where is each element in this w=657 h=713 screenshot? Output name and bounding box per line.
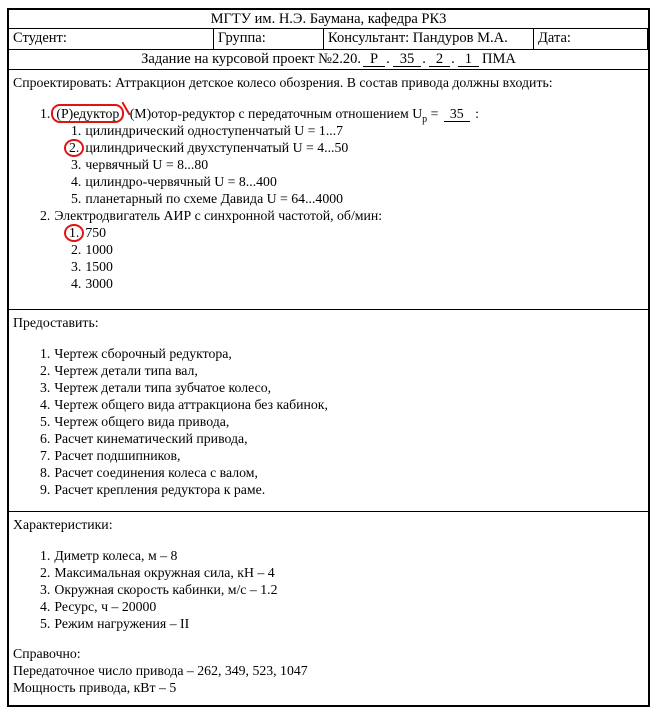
option-text: червячный U = 8...80 — [85, 157, 209, 172]
item-text: Окружная скорость кабинки, м/с – 1.2 — [54, 582, 278, 597]
deliverable-item — [13, 430, 642, 447]
item-text: Чертеж сборочный редуктора, — [54, 346, 232, 361]
option-number: 4. — [71, 174, 82, 189]
reducer-item-number: 1. — [40, 106, 51, 121]
red-box-annotation — [51, 104, 124, 123]
deliverables-section — [9, 310, 648, 512]
design-section — [9, 70, 648, 310]
deliverable-item — [13, 396, 642, 413]
item-text: Чертеж общего вида привода, — [54, 414, 230, 429]
option-text: 750 — [85, 225, 107, 240]
reducer-option — [13, 190, 642, 207]
code-separator: . — [386, 51, 390, 67]
reducer-text: (М)отор-редуктор с передаточным отношением U — [129, 106, 423, 121]
code-separator: . — [451, 51, 455, 67]
item-text: Чертеж общего вида аттракциона без кабинок, — [54, 397, 328, 412]
option-text: 3000 — [85, 276, 113, 291]
option-number: 3. — [71, 259, 82, 274]
motor-item — [13, 207, 642, 224]
deliverables-list — [13, 345, 642, 498]
item-number: 4. — [40, 599, 51, 614]
reducer-option — [13, 122, 642, 139]
motor-option — [13, 258, 642, 275]
characteristic-item — [13, 547, 642, 564]
reducer-ratio-value: 35 — [444, 107, 470, 122]
reducer-option — [13, 156, 642, 173]
characteristic-item — [13, 581, 642, 598]
code-separator: . — [422, 51, 426, 67]
reducer-equals: = — [430, 106, 439, 121]
motor-text: Электродвигатель АИР с синхронной частотой, об/мин: — [54, 208, 383, 223]
assignment-code-2: 35 — [393, 52, 422, 67]
item-number: 9. — [40, 482, 51, 497]
item-number: 3. — [40, 380, 51, 395]
reducer-option — [13, 139, 642, 156]
deliverable-item — [13, 464, 642, 481]
characteristic-item — [13, 564, 642, 581]
red-circle-annotation: 1. — [64, 224, 84, 242]
item-number: 2. — [40, 565, 51, 580]
assignment-document — [7, 8, 650, 707]
option-number: 1. — [71, 123, 82, 138]
group-field: Группа: — [214, 29, 324, 49]
item-text: Расчет подшипников, — [54, 448, 181, 463]
item-number: 5. — [40, 616, 51, 631]
reducer-option — [13, 173, 642, 190]
deliverable-item — [13, 447, 642, 464]
option-number: 3. — [71, 157, 82, 172]
option-text: цилиндро-червячный U = 8...400 — [85, 174, 277, 189]
reducer-circled-text: (Р)едуктор — [56, 106, 120, 121]
item-text: Режим нагружения – II — [54, 616, 190, 631]
characteristics-section — [9, 512, 648, 705]
characteristics-heading: Характеристики: — [13, 517, 113, 532]
item-text: Расчет крепления редуктора к раме. — [54, 482, 266, 497]
characteristics-list — [13, 547, 642, 632]
design-list — [13, 105, 642, 292]
item-number: 1. — [40, 346, 51, 361]
item-number: 4. — [40, 397, 51, 412]
item-text: Чертеж детали типа вал, — [54, 363, 198, 378]
reference-heading: Справочно: — [13, 646, 81, 661]
option-text: цилиндрический двухступенчатый U = 4...50 — [85, 140, 349, 155]
reducer-subscript: р — [422, 113, 428, 125]
reference-line: Мощность привода, кВт – 5 — [13, 680, 177, 695]
reference-line: Передаточное число привода – 262, 349, 523, 1047 — [13, 663, 308, 678]
university-header: МГТУ им. Н.Э. Баумана, кафедра РК3 — [9, 10, 648, 29]
item-number: 7. — [40, 448, 51, 463]
assignment-code-1: Р — [363, 52, 385, 67]
reducer-item — [13, 105, 642, 125]
consultant-field: Консультант: Пандуров М.А. — [324, 29, 534, 49]
option-number: 4. — [71, 276, 82, 291]
date-field: Дата: — [534, 29, 648, 49]
assignment-title-suffix: ПМА — [481, 51, 516, 67]
red-circle-annotation: 2. — [64, 139, 84, 157]
design-intro: Спроектировать: Аттракцион детское колесо обозрения. В состав привода должны входить: — [13, 75, 553, 90]
item-text: Расчет кинематический привода, — [54, 431, 248, 446]
option-number: 2. — [71, 242, 82, 257]
assignment-title-prefix: Задание на курсовой проект №2.20. — [141, 51, 362, 67]
info-row — [9, 29, 648, 50]
item-number: 6. — [40, 431, 51, 446]
item-number: 3. — [40, 582, 51, 597]
option-text: 1500 — [85, 259, 113, 274]
item-text: Максимальная окружная сила, кН – 4 — [54, 565, 275, 580]
motor-option — [13, 275, 642, 292]
characteristic-item — [13, 598, 642, 615]
characteristic-item — [13, 615, 642, 632]
item-text: Чертеж детали типа зубчатое колесо, — [54, 380, 272, 395]
motor-option — [13, 241, 642, 258]
reference-block — [13, 645, 642, 696]
item-text: Диметр колеса, м – 8 — [54, 548, 178, 563]
deliverable-item — [13, 345, 642, 362]
motor-option — [13, 224, 642, 241]
deliverable-item — [13, 379, 642, 396]
item-text: Ресурс, ч – 20000 — [54, 599, 157, 614]
option-text: планетарный по схеме Давида U = 64...4000 — [85, 191, 344, 206]
assignment-code-4: 1 — [458, 52, 479, 67]
item-number: 5. — [40, 414, 51, 429]
deliverable-item — [13, 481, 642, 498]
assignment-code-3: 2 — [429, 52, 450, 67]
student-field: Студент: — [9, 29, 214, 49]
option-text: цилиндрический одноступенчатый U = 1...7 — [85, 123, 344, 138]
deliverable-item — [13, 413, 642, 430]
reducer-colon: : — [475, 106, 479, 121]
deliverable-item — [13, 362, 642, 379]
option-text: 1000 — [85, 242, 113, 257]
motor-item-number: 2. — [40, 208, 51, 223]
item-number: 1. — [40, 548, 51, 563]
item-number: 2. — [40, 363, 51, 378]
item-number: 8. — [40, 465, 51, 480]
assignment-title — [9, 50, 648, 70]
deliverables-heading: Предоставить: — [13, 315, 99, 330]
item-text: Расчет соединения колеса с валом, — [54, 465, 258, 480]
option-number: 5. — [71, 191, 82, 206]
